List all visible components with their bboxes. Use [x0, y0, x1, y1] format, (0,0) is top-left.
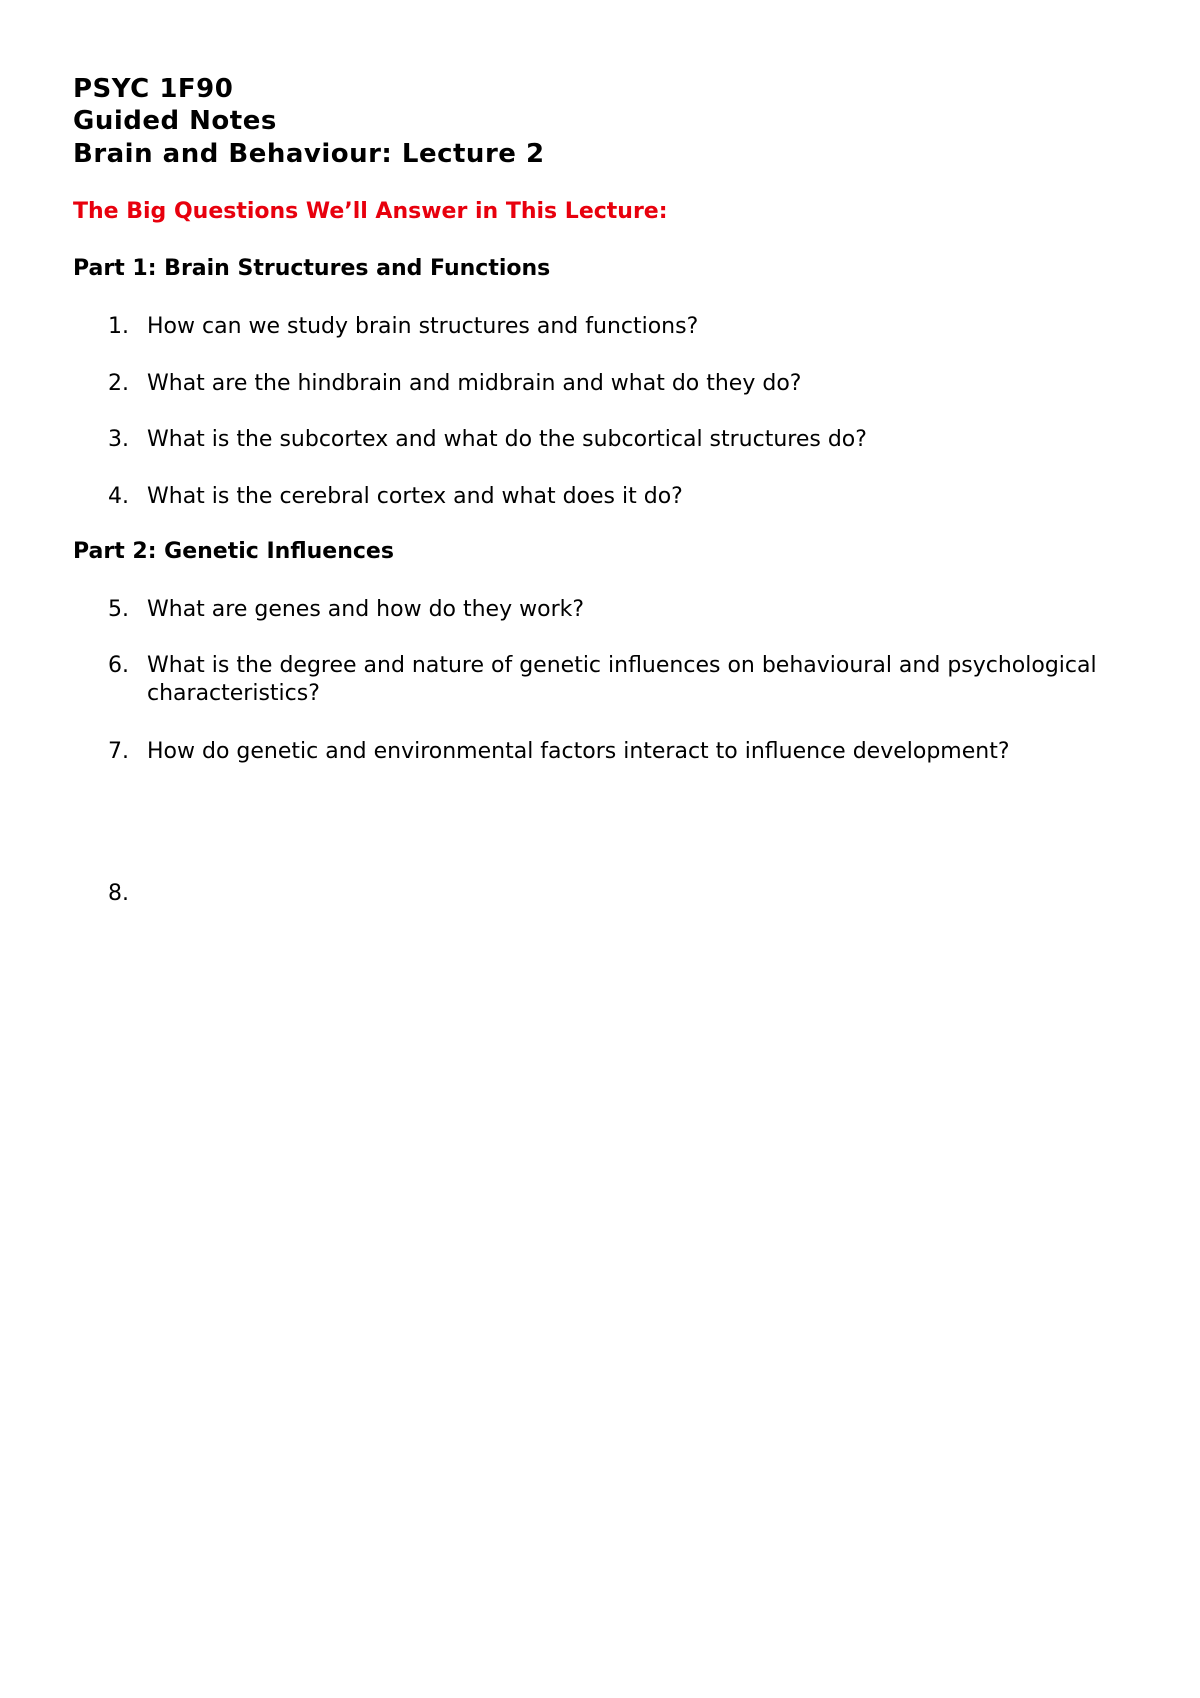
question-number: 7. — [108, 739, 129, 764]
question-number: 2. — [108, 371, 129, 396]
question-text: What is the subcortex and what do the subcortical structures do? — [147, 427, 867, 452]
question-number: 3. — [108, 427, 129, 452]
big-questions-heading: The Big Questions We’ll Answer in This Lecture: — [73, 199, 668, 224]
course-code: PSYC 1F90 — [73, 74, 234, 104]
question-number: 4. — [108, 484, 129, 509]
question-text: What is the cerebral cortex and what does it do? — [147, 484, 683, 509]
question-text: How do genetic and environmental factors interact to influence development? — [147, 739, 1010, 764]
part-2-heading: Part 2: Genetic Influences — [73, 539, 394, 564]
question-text: What is the degree and nature of genetic influences on behavioural and psychological characteristics? — [147, 653, 1097, 706]
question-text: How can we study brain structures and functions? — [147, 314, 699, 339]
question-number: 6. — [108, 653, 129, 678]
question-number: 1. — [108, 314, 129, 339]
question-text: What are the hindbrain and midbrain and what do they do? — [147, 371, 802, 396]
question-text: What are genes and how do they work? — [147, 597, 585, 622]
lecture-title: Brain and Behaviour: Lecture 2 — [73, 139, 545, 169]
question-number: 8. — [108, 881, 129, 906]
part-1-heading: Part 1: Brain Structures and Functions — [73, 256, 551, 281]
question-number: 5. — [108, 597, 129, 622]
notes-subtitle: Guided Notes — [73, 106, 277, 136]
